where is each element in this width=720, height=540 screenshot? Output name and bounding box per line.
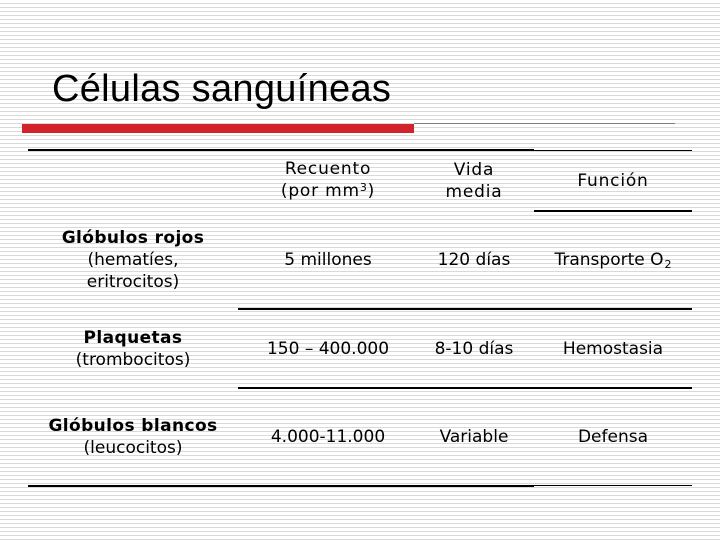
header-count-unit: (por mm [280,181,360,201]
row-red-cells-function [534,212,692,308]
row-platelets-life: 8-10 días [434,339,514,359]
table-row-label-white-cells [28,389,238,485]
row-white-cells-name: Glóbulos blancos [48,416,218,436]
row-red-cells-name: Glóbulos rojos [61,228,205,248]
row-platelets-name: Plaquetas [83,328,183,348]
table-row-label-red-cells [28,212,238,308]
row-platelets-function: Hemostasia [562,339,664,359]
row-red-cells-function-text: Transporte O [554,250,664,270]
table-row-label-platelets [28,310,238,388]
header-count-line2 [281,180,375,204]
row-white-cells-function: Defensa [577,427,649,447]
header-life [418,151,530,211]
slide-title: Células sanguíneas [52,68,392,110]
header-count [238,151,418,211]
header-life-line1: Vida [453,160,495,180]
header-life-line2: media [445,182,503,202]
row-red-cells-alt-line2: eritrocitos) [86,272,180,292]
row-red-cells-count: 5 millones [284,250,372,270]
header-count-line1: Recuento [284,159,372,179]
row-red-cells-life: 120 días [437,250,511,270]
header-count-unit-close: ) [367,181,376,201]
table-bottom-rule [28,485,534,487]
header-count-unit-exponent: 3 [359,181,368,194]
row-red-cells-function-subscript: 2 [664,258,672,271]
header-function [534,151,692,211]
row-red-cells-alt-line1: (hematíes, [87,250,179,270]
row-white-cells-count: 4.000-11.000 [270,427,386,447]
table-bottom-rule-right [534,485,692,486]
row-white-cells-alt-line1: (leucocitos) [83,438,183,458]
header-function-label: Función [577,171,649,191]
row-white-cells-life: Variable [439,427,509,447]
row-platelets-count: 150 – 400.000 [266,339,390,359]
row-platelets-alt-line1: (trombocitos) [75,350,191,370]
title-accent-bar [22,124,414,133]
title-underline-rule [414,123,675,124]
